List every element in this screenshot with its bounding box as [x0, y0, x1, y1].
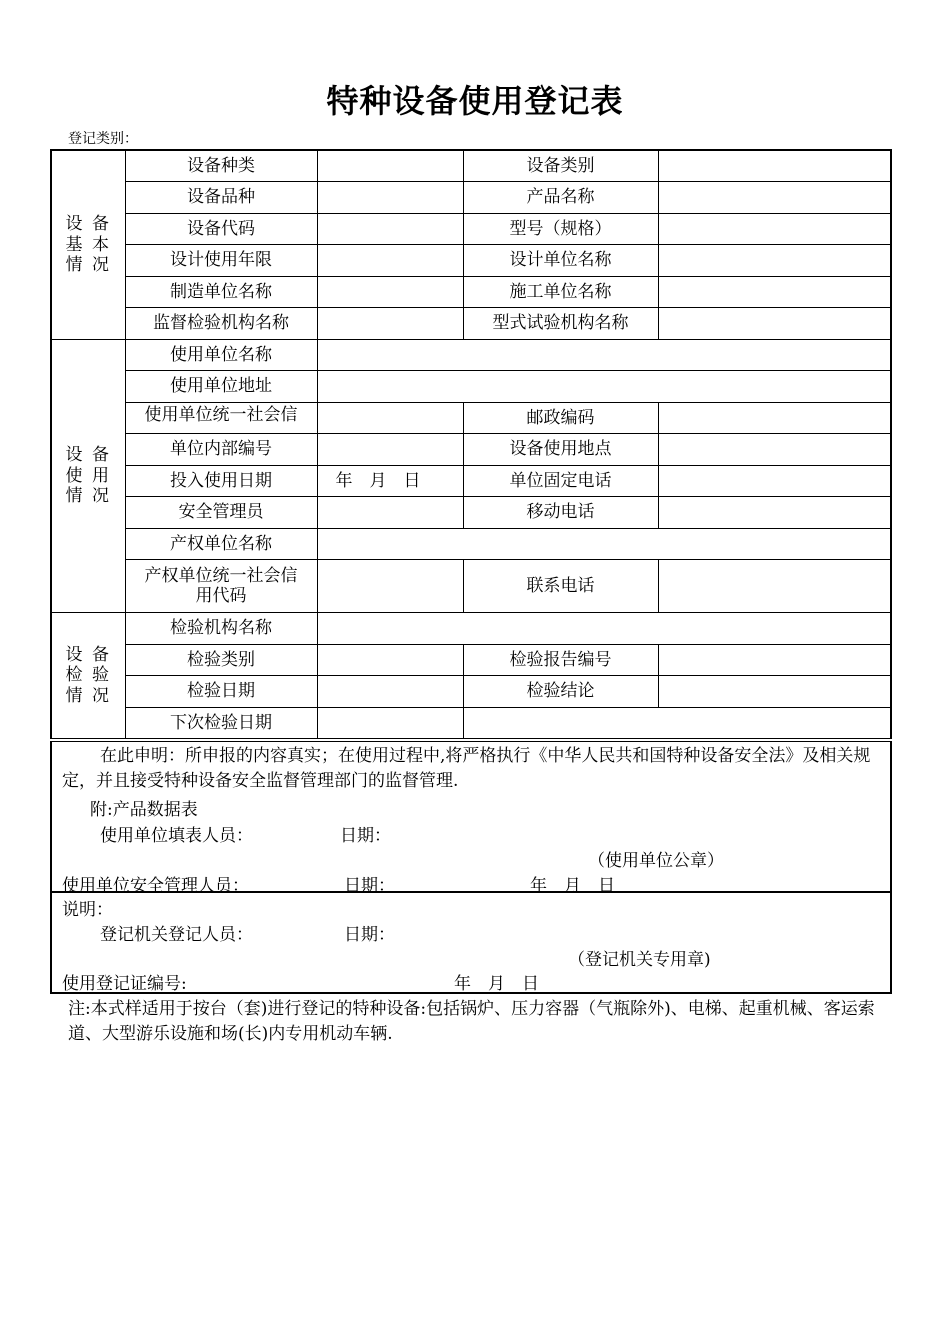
field-landline[interactable]	[658, 465, 891, 497]
user-seal-label: （使用单位公章）	[588, 851, 724, 871]
section-basic-label: 设 备 基 本 情 况	[51, 150, 125, 339]
field-equipment-category[interactable]	[658, 150, 891, 182]
field-safety-manager[interactable]	[317, 497, 463, 529]
field-inspection-conclusion[interactable]	[658, 676, 891, 708]
label-supervision-agency: 监督检验机构名称	[125, 308, 317, 340]
label-report-number: 检验报告编号	[463, 644, 658, 676]
field-product-name[interactable]	[658, 182, 891, 214]
label-type-test-agency: 型式试验机构名称	[463, 308, 658, 340]
certificate-number-label: 使用登记证编号:	[62, 974, 187, 994]
field-manufacturer[interactable]	[317, 276, 463, 308]
filler-date-label: 日期：	[340, 826, 391, 846]
field-postal-code[interactable]	[658, 402, 891, 434]
field-internal-number[interactable]	[317, 434, 463, 466]
label-landline: 单位固定电话	[463, 465, 658, 497]
section-usage-label: 设 备 使 用 情 况	[51, 339, 125, 613]
label-internal-number: 单位内部编号	[125, 434, 317, 466]
footnote: 注:本式样适用于按台（套)进行登记的特种设备:包括锅炉、压力容器（气瓶除外)、电梯、起重机械、客运索道、大型游乐设施和场(长)内专用机动车辆.	[68, 999, 875, 1044]
field-installer[interactable]	[658, 276, 891, 308]
label-design-life: 设计使用年限	[125, 245, 317, 277]
field-report-number[interactable]	[658, 644, 891, 676]
field-model[interactable]	[658, 213, 891, 245]
label-contact-phone: 联系电话	[463, 560, 658, 613]
label-designer: 设计单位名称	[463, 245, 658, 277]
registration-type-label: 登记类别：	[68, 131, 138, 147]
field-contact-phone[interactable]	[658, 560, 891, 613]
field-owner-name[interactable]	[317, 528, 891, 560]
declaration-text: 在此申明：所申报的内容真实；在使用过程中,将严格执行《中华人民共和国特种设备安全法》及相关规定，并且接受特种设备安全监督管理部门的监督管理.	[62, 746, 871, 791]
label-user-credit-code: 使用单位统一社会信	[125, 402, 317, 434]
field-usage-location[interactable]	[658, 434, 891, 466]
section-inspection-label: 设 备 检 验 情 况	[51, 613, 125, 739]
label-equipment-category: 设备类别	[463, 150, 658, 182]
field-inspection-type[interactable]	[317, 644, 463, 676]
field-start-date[interactable]: 年 月 日	[317, 465, 463, 497]
remarks-box	[50, 891, 892, 994]
attachment-label: 附:产品数据表	[90, 800, 198, 820]
authority-seal-label: （登记机关专用章)	[568, 950, 711, 970]
label-user-address: 使用单位地址	[125, 371, 317, 403]
field-user-name[interactable]	[317, 339, 891, 371]
label-owner-name: 产权单位名称	[125, 528, 317, 560]
label-model: 型号（规格）	[463, 213, 658, 245]
field-equipment-variety[interactable]	[317, 182, 463, 214]
declaration-box	[50, 741, 892, 896]
label-next-inspection-date: 下次检验日期	[125, 707, 317, 739]
label-user-name: 使用单位名称	[125, 339, 317, 371]
label-equipment-type: 设备种类	[125, 150, 317, 182]
registration-form-table	[50, 149, 892, 739]
safety-person-label: 使用单位安全管理人员：	[62, 876, 249, 896]
field-type-test-agency[interactable]	[658, 308, 891, 340]
label-usage-location: 设备使用地点	[463, 434, 658, 466]
label-installer: 施工单位名称	[463, 276, 658, 308]
field-equipment-type[interactable]	[317, 150, 463, 182]
label-equipment-code: 设备代码	[125, 213, 317, 245]
label-inspection-conclusion: 检验结论	[463, 676, 658, 708]
field-design-life[interactable]	[317, 245, 463, 277]
label-postal-code: 邮政编码	[463, 402, 658, 434]
label-manufacturer: 制造单位名称	[125, 276, 317, 308]
remarks-ymd: 年 月 日	[454, 974, 539, 994]
field-equipment-code[interactable]	[317, 213, 463, 245]
page-title: 特种设备使用登记表	[326, 82, 624, 120]
label-mobile: 移动电话	[463, 497, 658, 529]
remarks-label: 说明：	[62, 900, 113, 920]
label-inspection-type: 检验类别	[125, 644, 317, 676]
label-safety-manager: 安全管理员	[125, 497, 317, 529]
label-inspection-date: 检验日期	[125, 676, 317, 708]
label-owner-credit-code: 产权单位统一社会信 用代码	[125, 560, 317, 613]
field-user-credit-code[interactable]	[317, 402, 463, 434]
label-start-date: 投入使用日期	[125, 465, 317, 497]
field-supervision-agency[interactable]	[317, 308, 463, 340]
field-inspection-date[interactable]	[317, 676, 463, 708]
safety-date-label: 日期：	[344, 876, 395, 896]
label-product-name: 产品名称	[463, 182, 658, 214]
field-next-inspection-blank	[463, 707, 891, 739]
registrar-date-label: 日期：	[344, 925, 395, 945]
field-inspection-agency[interactable]	[317, 613, 891, 645]
label-inspection-agency: 检验机构名称	[125, 613, 317, 645]
field-next-inspection-date[interactable]	[317, 707, 463, 739]
field-designer[interactable]	[658, 245, 891, 277]
field-user-address[interactable]	[317, 371, 891, 403]
filler-label: 使用单位填表人员：	[100, 826, 253, 846]
field-mobile[interactable]	[658, 497, 891, 529]
label-equipment-variety: 设备品种	[125, 182, 317, 214]
declaration-ymd: 年 月 日	[530, 876, 615, 896]
field-owner-credit-code[interactable]	[317, 560, 463, 613]
registrar-label: 登记机关登记人员：	[100, 925, 253, 945]
